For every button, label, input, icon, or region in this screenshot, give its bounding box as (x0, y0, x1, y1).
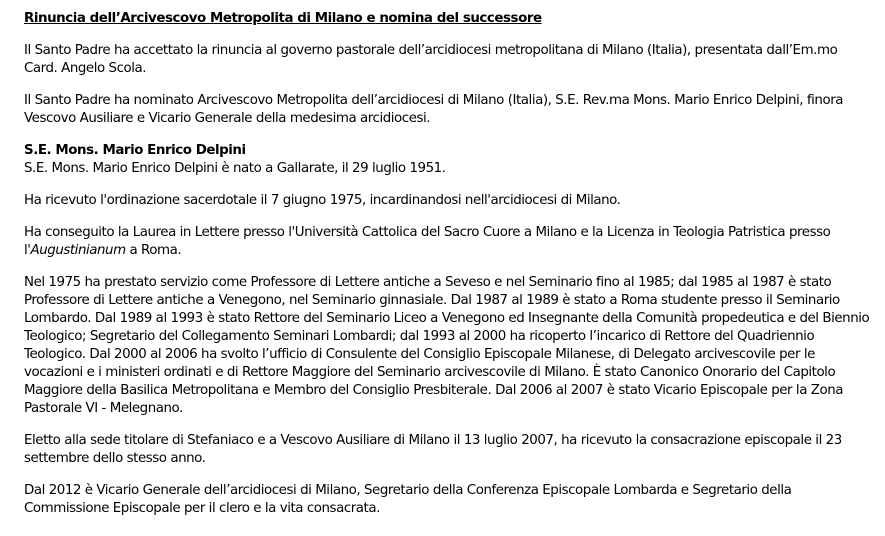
paragraph-appointment: Il Santo Padre ha nominato Arcivescovo Metropolita dell’arcidiocesi di Milano (Italia), S.E. Rev.ma Mons. Mario Enrico Delpini, finora Vescovo Ausiliare e Vicario Generale della medesima arcidiocesi. (24, 93, 844, 126)
bio-episcopal: Eletto alla sede titolare di Stefaniaco e a Vescovo Ausiliare di Milano il 13 luglio 2007, ha ricevuto la consacrazione episcopale il 23 settembre dello stesso anno. (24, 433, 842, 466)
bio-education-institute: Augustinianum (30, 243, 126, 258)
bio-education-text: Ha conseguito la Laurea in Lettere presso l'Università Cattolica del Sacro Cuore a Milano e la Licenza in Teologia Patristica presso l' (24, 225, 831, 258)
bio-career: Nel 1975 ha prestato servizio come Professore di Lettere antiche a Seveso e nel Seminario fino al 1985; dal 1985 al 1987 è stato Professore di Lettere antiche a Venegono, nel Seminario ginnasiale. Dal 1987 al 1989 è stato a Roma studente presso il Seminario Lombardo. Dal 1989 al 1993 è stato Rettore del Seminario Liceo a Venegono ed Insegnante della Comunità propedeutica e del Biennio Teologico; Segretario del Collegamento Seminari Lombardi; dal 1993 al 2000 ha ricoperto l’incarico di Rettore del Quadriennio Teologico. Dal 2000 al 2006 ha svolto l’ufficio di Consulente del Consiglio Episcopale Milanese, di Delegato arcivescovile per le vocazioni e i ministeri ordinati e di Rettore Maggiore del Seminario arcivescovile di Milano. È stato Canonico Onorario del Capitolo Maggiore della Basilica Metropolitana e Membro del Consiglio Presbiterale. Dal 2006 al 2007 è stato Vicario Episcopale per la Zona Pastorale VI - Melegnano. (24, 275, 870, 416)
bio-education (24, 224, 874, 260)
bio-intro (24, 142, 874, 178)
document-body (24, 10, 874, 532)
bio-heading: S.E. Mons. Mario Enrico Delpini (24, 143, 246, 158)
bio-education-end: a Roma. (125, 243, 182, 258)
bio-current: Dal 2012 è Vicario Generale dell’arcidiocesi di Milano, Segretario della Conferenza Episcopale Lombarda e Segretario della Commissione Episcopale per il clero e la vita consacrata. (24, 483, 792, 516)
bio-ordination: Ha ricevuto l'ordinazione sacerdotale il 7 giugno 1975, incardinandosi nell'arcidiocesi di Milano. (24, 193, 621, 208)
document-title: Rinuncia dell’Arcivescovo Metropolita di Milano e nomina del successore (24, 11, 542, 26)
paragraph-resignation: Il Santo Padre ha accettato la rinuncia al governo pastorale dell’arcidiocesi metropolitana di Milano (Italia), presentata dall’Em.mo Card. Angelo Scola. (24, 43, 838, 76)
bio-birth: S.E. Mons. Mario Enrico Delpini è nato a Gallarate, il 29 luglio 1951. (24, 161, 446, 176)
